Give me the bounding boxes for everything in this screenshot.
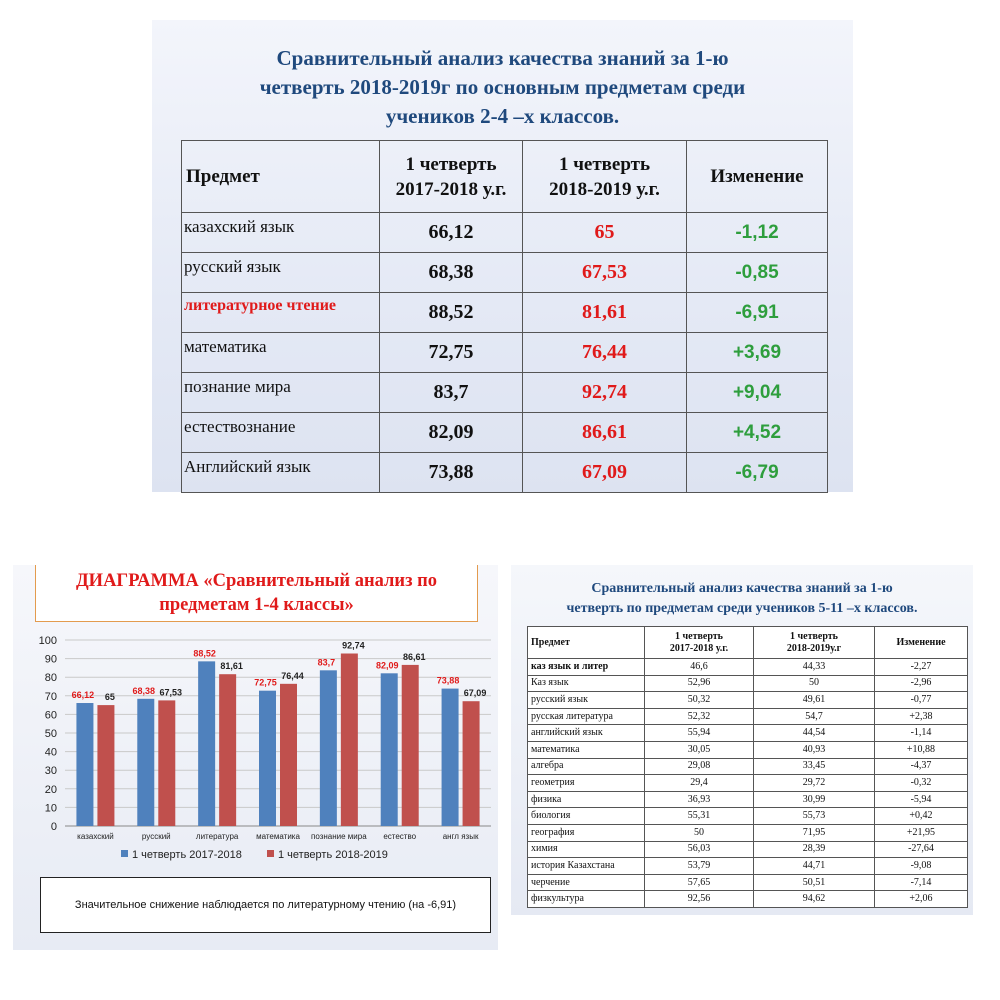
cell-q1: 66,12 (380, 213, 523, 253)
y-axis-ticks (39, 635, 57, 833)
cell-q1: 46,6 (645, 659, 754, 676)
header-subject: Предмет (182, 141, 380, 213)
table-row (182, 413, 828, 453)
cell-q1: 55,31 (645, 808, 754, 825)
header-subject: Предмет (528, 627, 645, 659)
cell-q2: 92,74 (523, 373, 687, 413)
bar-1 (198, 661, 215, 826)
y-tick-label: 30 (44, 765, 57, 778)
cell-q1: 50,32 (645, 692, 754, 709)
cell-q1: 29,4 (645, 775, 754, 792)
cell-q1: 88,52 (380, 293, 523, 333)
cell-subject: химия (528, 841, 645, 858)
cell-change: +10,88 (875, 741, 968, 758)
data-label-1: 82,09 (375, 660, 399, 671)
x-axis-ticks (77, 832, 479, 841)
cell-subject: познание мира (182, 373, 380, 413)
cell-change: -0,77 (875, 692, 968, 709)
table-row (528, 874, 968, 891)
cell-subject: геометрия (528, 775, 645, 792)
data-label-2: 76,44 (281, 670, 304, 681)
cell-subject: алгебра (528, 758, 645, 775)
cell-subject: география (528, 824, 645, 841)
bar-chart (13, 625, 498, 870)
cell-q1: 72,75 (380, 333, 523, 373)
bar-1 (259, 691, 276, 826)
cell-q2: 50 (754, 675, 875, 692)
y-tick-label: 10 (44, 802, 57, 815)
data-label-1: 68,38 (132, 685, 156, 696)
y-tick-label: 0 (50, 821, 57, 833)
right-table-body (528, 659, 968, 908)
cell-q1: 30,05 (645, 741, 754, 758)
cell-q2: 29,72 (754, 775, 875, 792)
table-row (528, 725, 968, 742)
data-label-2: 86,61 (402, 651, 426, 662)
right-title-line: Сравнительный анализ качества знаний за 1-ю (591, 581, 893, 596)
bar-2 (402, 665, 419, 826)
table-row (182, 253, 828, 293)
table-row (528, 675, 968, 692)
cell-q1: 73,88 (380, 453, 523, 493)
cell-q2: 44,71 (754, 858, 875, 875)
cell-change: -9,08 (875, 858, 968, 875)
cell-subject-highlighted: литературное чтение (182, 293, 380, 333)
cell-subject: русский язык (528, 692, 645, 709)
table-row (182, 333, 828, 373)
cell-q1: 56,03 (645, 841, 754, 858)
table-row (528, 824, 968, 841)
chart-slide (13, 565, 498, 950)
x-tick-label: естество (383, 832, 417, 841)
header-q2-line1: 1 четверть (558, 153, 651, 175)
table-row (528, 775, 968, 792)
y-tick-label: 80 (44, 672, 57, 685)
data-label-2: 92,74 (342, 640, 365, 651)
cell-change: -4,37 (875, 758, 968, 775)
cell-change: -1,14 (875, 725, 968, 742)
cell-change: +0,42 (875, 808, 968, 825)
table-row (528, 891, 968, 908)
cell-q1: 55,94 (645, 725, 754, 742)
header-q1-line1: 1 четверть (675, 630, 723, 642)
data-label-1: 73,88 (436, 675, 460, 686)
header-q2-line2: 2018-2019 у.г. (549, 178, 660, 200)
x-tick-label: англ язык (442, 832, 479, 841)
cell-subject: биология (528, 808, 645, 825)
data-label-1: 88,52 (193, 648, 216, 659)
cell-q1: 82,09 (380, 413, 523, 453)
cell-change: -2,96 (875, 675, 968, 692)
cell-q1: 68,38 (380, 253, 523, 293)
cell-q1: 29,08 (645, 758, 754, 775)
cell-q1: 52,96 (645, 675, 754, 692)
legend-swatch-2 (267, 850, 274, 857)
cell-q2: 76,44 (523, 333, 687, 373)
x-tick-label: русский (141, 832, 171, 841)
right-slide-title (511, 579, 973, 619)
header-q1-line1: 1 четверть (405, 153, 497, 175)
cell-subject: русский язык (182, 253, 380, 293)
cell-subject: русская литература (528, 708, 645, 725)
bar-1 (76, 703, 93, 826)
cell-subject: естествознание (182, 413, 380, 453)
cell-change: +2,38 (875, 708, 968, 725)
table-row (528, 841, 968, 858)
chart-title-box (35, 565, 478, 622)
cell-change: +3,69 (687, 333, 828, 373)
bar-1 (381, 673, 398, 826)
header-q1-line2: 2017-2018 у.г. (669, 642, 729, 654)
cell-subject: математика (528, 741, 645, 758)
top-slide-title (152, 44, 853, 131)
header-q2 (754, 627, 875, 659)
y-tick-label: 20 (44, 783, 57, 796)
cell-q2: 50,51 (754, 874, 875, 891)
table-row (182, 373, 828, 413)
legend-swatch-1 (121, 850, 128, 857)
y-tick-label: 50 (44, 728, 57, 740)
y-tick-label: 90 (44, 653, 57, 666)
header-q2 (523, 141, 687, 213)
cell-subject: Английский язык (182, 453, 380, 493)
cell-q2: 65 (523, 213, 687, 253)
cell-change: +2,06 (875, 891, 968, 908)
data-label-2: 67,09 (463, 688, 487, 699)
data-label-1: 66,12 (71, 690, 95, 701)
cell-change: -6,79 (687, 453, 828, 493)
bar-2 (97, 705, 114, 826)
bar-2 (280, 684, 297, 826)
data-label-1: 72,75 (254, 677, 277, 688)
cell-q2: 40,93 (754, 741, 875, 758)
cell-q2: 44,33 (754, 659, 875, 676)
cell-change: +9,04 (687, 373, 828, 413)
chart-note-text: Значительное снижение наблюдается по литературному чтению (на -6,91) (74, 899, 457, 911)
cell-q2: 71,95 (754, 824, 875, 841)
cell-q2: 67,53 (523, 253, 687, 293)
cell-q1: 50 (645, 824, 754, 841)
cell-q2: 33,45 (754, 758, 875, 775)
top-slide (152, 20, 853, 492)
cell-q2: 30,99 (754, 791, 875, 808)
cell-change: +21,95 (875, 824, 968, 841)
cell-change: -0,32 (875, 775, 968, 792)
cell-subject: черчение (528, 874, 645, 891)
bar-2 (463, 701, 480, 826)
bar-1 (320, 670, 337, 826)
cell-subject: Каз язык (528, 675, 645, 692)
data-label-2: 81,61 (220, 661, 243, 672)
right-slide (511, 565, 973, 915)
right-comparison-table (527, 626, 968, 908)
table-row (528, 858, 968, 875)
table-row (528, 791, 968, 808)
chart-title-line: предметам 1-4 классы» (159, 595, 354, 615)
y-tick-label: 60 (44, 709, 57, 722)
x-tick-label: познание мира (311, 832, 367, 841)
cell-q2: 67,09 (523, 453, 687, 493)
table-row (528, 708, 968, 725)
cell-change: -27,64 (875, 841, 968, 858)
x-tick-label: литература (195, 832, 239, 841)
bar-2 (219, 674, 236, 826)
cell-q2: 55,73 (754, 808, 875, 825)
cell-change: -6,91 (687, 293, 828, 333)
cell-change: -0,85 (687, 253, 828, 293)
y-tick-label: 100 (38, 635, 57, 647)
top-comparison-table (181, 140, 828, 493)
table-row (528, 758, 968, 775)
y-tick-label: 70 (44, 690, 57, 703)
cell-change: +4,52 (687, 413, 828, 453)
table-header-row (528, 627, 968, 659)
cell-q1: 92,56 (645, 891, 754, 908)
table-row (182, 453, 828, 493)
cell-subject: физика (528, 791, 645, 808)
chart-legend (121, 849, 388, 861)
cell-q2: 54,7 (754, 708, 875, 725)
cell-subject: каз язык и литер (528, 659, 645, 676)
data-label-2: 65 (104, 692, 115, 703)
table-row (182, 293, 828, 333)
header-q1 (645, 627, 754, 659)
legend-label-1: 1 четверть 2017-2018 (132, 849, 242, 861)
header-q1-line2: 2017-2018 у.г. (395, 178, 507, 200)
header-change: Изменение (687, 141, 828, 213)
cell-change: -5,94 (875, 791, 968, 808)
legend-label-2: 1 четверть 2018-2019 (278, 849, 388, 861)
chart-note-box (40, 877, 491, 933)
chart-title (36, 565, 477, 617)
header-change: Изменение (875, 627, 968, 659)
cell-change: -1,12 (687, 213, 828, 253)
header-q1 (380, 141, 523, 213)
top-title-line: учеников 2-4 –х классов. (385, 104, 620, 128)
cell-subject: физкультура (528, 891, 645, 908)
cell-q1: 53,79 (645, 858, 754, 875)
header-q2-line1: 1 четверть (790, 630, 838, 642)
cell-q2: 44,54 (754, 725, 875, 742)
table-row (528, 808, 968, 825)
cell-q2: 81,61 (523, 293, 687, 333)
top-title-line: четверть 2018-2019г по основным предметам среди (259, 75, 746, 99)
cell-q2: 28,39 (754, 841, 875, 858)
cell-change: -2,27 (875, 659, 968, 676)
cell-q2: 49,61 (754, 692, 875, 709)
table-row (182, 213, 828, 253)
x-tick-label: казахский (77, 832, 114, 841)
cell-subject: математика (182, 333, 380, 373)
cell-q1: 83,7 (380, 373, 523, 413)
y-tick-label: 40 (44, 746, 57, 759)
cell-q2: 86,61 (523, 413, 687, 453)
table-header-row (182, 141, 828, 213)
data-label-2: 67,53 (159, 687, 183, 698)
cell-q1: 57,65 (645, 874, 754, 891)
chart-title-line: ДИАГРАММА «Сравнительный анализ по (75, 571, 438, 591)
header-q2-line2: 2018-2019у.г (786, 642, 842, 654)
cell-subject: история Казахстана (528, 858, 645, 875)
bar-2 (158, 700, 175, 826)
right-title-line: четверть по предметам среди учеников 5-11 –х классов. (566, 601, 918, 616)
bar-2 (341, 654, 358, 826)
bar-1 (137, 699, 154, 826)
cell-q2: 94,62 (754, 891, 875, 908)
cell-q1: 36,93 (645, 791, 754, 808)
chart-grid (65, 640, 491, 826)
table-row (528, 741, 968, 758)
table-row (528, 692, 968, 709)
table-row (528, 659, 968, 676)
cell-change: -7,14 (875, 874, 968, 891)
bar-1 (442, 689, 459, 826)
data-label-1: 83,7 (317, 657, 336, 668)
top-title-line: Сравнительный анализ качества знаний за 1-ю (276, 46, 729, 70)
data-labels (72, 641, 487, 703)
cell-subject: английский язык (528, 725, 645, 742)
cell-subject: казахский язык (182, 213, 380, 253)
x-tick-label: математика (256, 832, 300, 841)
cell-q1: 52,32 (645, 708, 754, 725)
